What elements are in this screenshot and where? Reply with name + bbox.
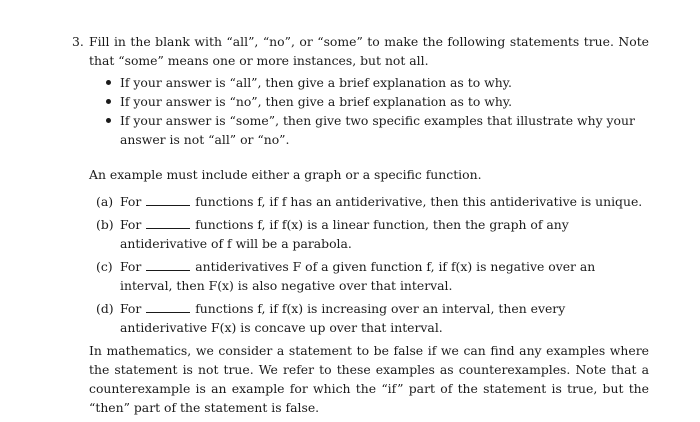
part-label: (c) xyxy=(96,259,113,274)
answer-blank[interactable] xyxy=(146,195,190,206)
part-prefix: For xyxy=(120,301,142,316)
part-prefix: For xyxy=(120,194,142,209)
answer-blank[interactable] xyxy=(146,260,190,271)
bullet-text: If your answer is “no”, then give a brief explanation as to why. xyxy=(120,94,513,109)
bullet-icon xyxy=(106,80,111,85)
statement-parts xyxy=(96,192,649,341)
part-d xyxy=(96,299,649,337)
part-a xyxy=(96,192,649,211)
part-statement: functions f, if f(x) is increasing over an interval, then every antiderivative F(x) is concave up over that interval. xyxy=(120,301,566,335)
part-label: (b) xyxy=(96,217,114,232)
part-label: (a) xyxy=(96,194,114,209)
bullet-text: If your answer is “some”, then give two specific examples that illustrate why your answer is not “all” or “no”. xyxy=(120,113,635,147)
question-number: 3. xyxy=(72,34,84,49)
part-statement: functions f, if f(x) is a linear function, then the graph of any antiderivative of f will be a parabola. xyxy=(120,217,569,251)
part-statement: functions f, if f has an antiderivative, then this antiderivative is unique. xyxy=(195,194,643,209)
question-text: Fill in the blank with “all”, “no”, or “some” to make the following statements true. Note that “some” means one or more instances, but not all. xyxy=(89,34,649,68)
answer-blank[interactable] xyxy=(146,302,190,313)
list-item xyxy=(106,111,651,149)
part-label: (d) xyxy=(96,301,114,316)
closing-paragraph: In mathematics, we consider a statement to be false if we can find any examples where the statement is not true. We refer to these examples as counterexamples. Note that a counterexample is an example for which the “if” part of the statement is true, but the “then” part of the statement is false. xyxy=(89,343,649,415)
bullet-icon xyxy=(106,118,111,123)
bullet-icon xyxy=(106,99,111,104)
part-prefix: For xyxy=(120,217,142,232)
part-b xyxy=(96,215,649,253)
part-c xyxy=(96,257,649,295)
bullet-text: If your answer is “all”, then give a brief explanation as to why. xyxy=(120,75,512,90)
example-requirement: An example must include either a graph or a specific function. xyxy=(89,167,482,182)
part-statement: antiderivatives F of a given function f, if f(x) is negative over an interval, then F(x) is also negative over that interval. xyxy=(120,259,596,293)
part-prefix: For xyxy=(120,259,142,274)
list-item xyxy=(106,73,651,92)
list-item xyxy=(106,92,651,111)
instruction-list xyxy=(106,73,651,149)
answer-blank[interactable] xyxy=(146,218,190,229)
